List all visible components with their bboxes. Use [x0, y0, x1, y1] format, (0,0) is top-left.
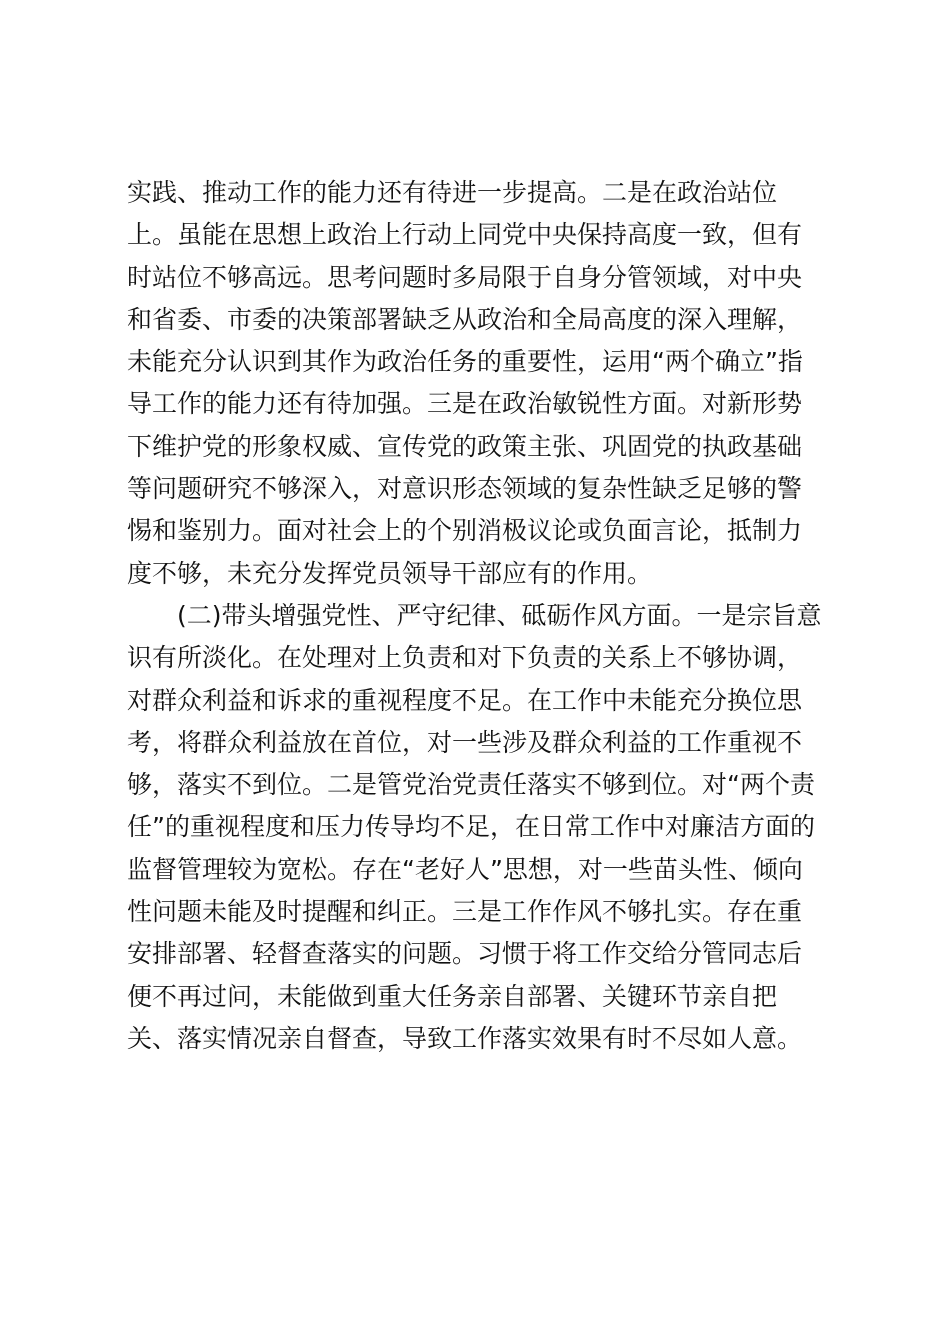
text-line: 导工作的能力还有待加强。三是在政治敏锐性方面。对新形势 [127, 389, 803, 419]
text-line: 识有所淡化。在处理对上负责和对下负责的关系上不够协调， [127, 643, 803, 673]
text-line: 任”的重视程度和压力传导均不足，在日常工作中对廉洁方面的 [127, 812, 815, 842]
text-line: 考，将群众利益放在首位，对一些涉及群众利益的工作重视不 [127, 727, 803, 757]
text-line: 关、落实情况亲自督查，导致工作落实效果有时不尽如人意。 [127, 1023, 803, 1053]
text-line: 对群众利益和诉求的重视程度不足。在工作中未能充分换位思 [127, 685, 803, 715]
text-line: 上。虽能在思想上政治上行动上同党中央保持高度一致，但有 [127, 220, 803, 250]
text-line: 够，落实不到位。二是管党治党责任落实不够到位。对“两个责 [127, 770, 815, 800]
section-heading-line: (二)带头增强党性、严守纪律、砥砺作风方面。一是宗旨意 [177, 600, 822, 630]
text-line: 惕和鉴别力。面对社会上的个别消极议论或负面言论，抵制力 [127, 516, 803, 546]
text-line: 性问题未能及时提醒和纠正。三是工作作风不够扎实。存在重 [127, 897, 803, 927]
text-line: 实践、推动工作的能力还有待进一步提高。二是在政治站位 [127, 178, 778, 207]
text-line: 时站位不够高远。思考问题时多局限于自身分管领域，对中央 [127, 262, 803, 292]
text-line: 度不够，未充分发挥党员领导干部应有的作用。 [127, 558, 653, 588]
text-line: 监督管理较为宽松。存在“老好人”思想，对一些苗头性、倾向 [127, 854, 803, 884]
text-line: 安排部署、轻督查落实的问题。习惯于将工作交给分管同志后 [127, 939, 803, 969]
text-line: 等问题研究不够深入，对意识形态领域的复杂性缺乏足够的警 [127, 474, 803, 504]
text-line: 下维护党的形象权威、宣传党的政策主张、巩固党的执政基础 [127, 431, 803, 461]
body-text [127, 172, 837, 1060]
text-line: 便不再过问，未能做到重大任务亲自部署、关键环节亲自把 [127, 981, 778, 1011]
text-line: 和省委、市委的决策部署缺乏从政治和全局高度的深入理解， [127, 304, 803, 334]
text-line: 未能充分认识到其作为政治任务的重要性，运用“两个确立”指 [127, 347, 803, 377]
